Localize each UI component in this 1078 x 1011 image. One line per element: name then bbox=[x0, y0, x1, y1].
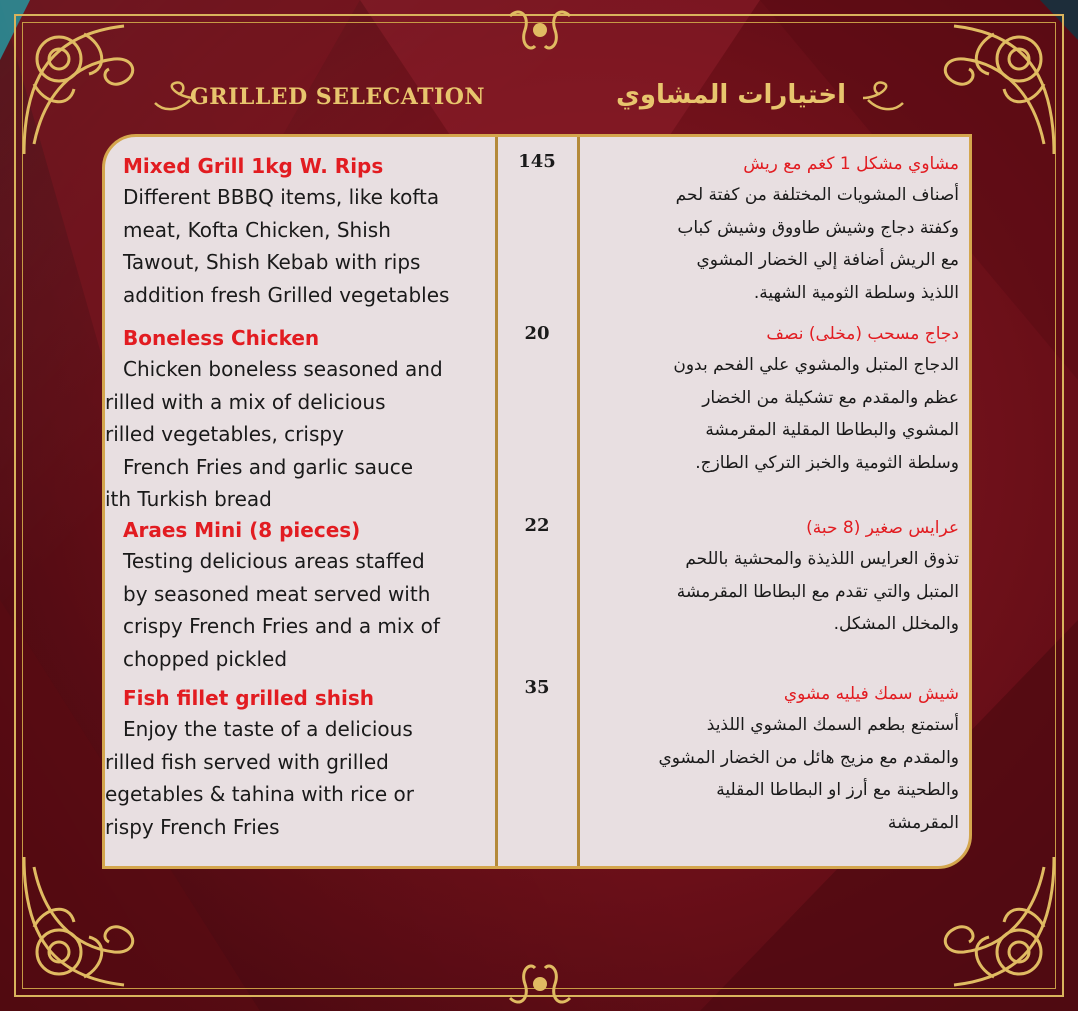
item-desc-en-line: addition fresh Grilled vegetables bbox=[123, 282, 450, 307]
item-desc-en-line: rilled vegetables, crispy bbox=[105, 422, 344, 446]
menu-panel bbox=[102, 134, 972, 869]
item-desc-en-line: Testing delicious areas staffed bbox=[123, 549, 425, 573]
item-price: 35 bbox=[524, 677, 550, 698]
item-desc-ar-line: وسلطة الثومية والخبز التركي الطازج. bbox=[695, 452, 959, 473]
item-desc-en-line: Different BBBQ items, like kofta bbox=[123, 185, 440, 209]
item-name-en: Boneless Chicken bbox=[123, 326, 320, 350]
item-desc-ar-line: مع الريش أضافة إلي الخضار المشوي bbox=[696, 250, 959, 270]
item-name-ar: عرايس صغير (8 حبة) bbox=[806, 518, 959, 538]
item-desc-ar-line: والمقدم مع مزيج هائل من الخضار المشوي bbox=[658, 747, 959, 768]
item-desc-en-line: Enjoy the taste of a delicious bbox=[123, 717, 413, 741]
item-desc-en-line: ith Turkish bread bbox=[105, 487, 272, 511]
item-name-ar: مشاوي مشكل 1 كغم مع ريش bbox=[743, 154, 959, 174]
menu-item-ar bbox=[589, 319, 959, 479]
item-name-en: Mixed Grill 1kg W. Rips bbox=[123, 154, 384, 178]
menu-item-ar bbox=[589, 679, 959, 839]
item-desc-en-line: egetables & tahina with rice or bbox=[105, 782, 414, 806]
item-desc-ar-line: أستمتع بطعم السمك المشوي اللذيذ bbox=[706, 715, 959, 735]
item-desc-ar-line: أصناف المشويات المختلفة من كفتة لحم bbox=[675, 185, 959, 205]
item-desc-en-line: chopped pickled bbox=[123, 646, 288, 671]
item-name-ar: دجاج مسحب (مخلى) نصف bbox=[766, 324, 959, 344]
arabic-column bbox=[580, 137, 969, 866]
item-desc-ar-line: المشوي والبطاطا المقلية المقرمشة bbox=[705, 420, 959, 440]
center-scroll-ornament-bottom bbox=[505, 960, 575, 1008]
item-name-ar: شيش سمك فيليه مشوي bbox=[783, 684, 959, 704]
item-desc-ar-line: والطحينة مع أرز او البطاطا المقلية bbox=[716, 780, 959, 800]
item-desc-ar-line: المقرمشة bbox=[887, 812, 959, 833]
item-desc-en-line: rilled fish served with grilled bbox=[105, 749, 389, 774]
item-desc-en-line: crispy French Fries and a mix of bbox=[123, 614, 440, 638]
menu-item-en bbox=[113, 515, 493, 675]
item-name-en: Araes Mini (8 pieces) bbox=[123, 518, 361, 542]
menu-item-en bbox=[105, 323, 493, 516]
item-desc-ar-line: الدجاج المتبل والمشوي علي الفحم بدون bbox=[673, 355, 959, 375]
item-desc-en-line: Tawout, Shish Kebab with rips bbox=[123, 250, 421, 274]
corner-scroll-ornament-bottom-right bbox=[914, 847, 1064, 997]
item-desc-en-line: meat, Kofta Chicken, Shish bbox=[123, 217, 391, 242]
corner-scroll-ornament-bottom-left bbox=[14, 847, 164, 997]
menu-item-en bbox=[105, 683, 493, 843]
item-price: 22 bbox=[524, 515, 550, 536]
price-column bbox=[497, 137, 577, 866]
section-title-arabic: اختيارات المشاوي bbox=[615, 80, 846, 110]
item-name-en: Fish fillet grilled shish bbox=[123, 686, 374, 710]
menu-item-en bbox=[113, 151, 493, 311]
item-desc-ar-line: وكفتة دجاج وشيش طاووق وشيش كباب bbox=[677, 217, 959, 238]
menu-item-ar bbox=[589, 149, 959, 309]
center-scroll-ornament-top bbox=[505, 6, 575, 54]
item-desc-en-line: French Fries and garlic sauce bbox=[123, 454, 414, 479]
item-desc-ar-line: تذوق العرايس اللذيذة والمحشية باللحم bbox=[685, 549, 959, 569]
item-desc-ar-line: اللذيذ وسلطة الثومية الشهية. bbox=[753, 282, 959, 303]
title-swirl-ornament-right bbox=[858, 78, 908, 118]
section-title-english: GRILLED SELECATION bbox=[190, 84, 486, 110]
item-desc-en-line: rispy French Fries bbox=[105, 814, 280, 839]
item-price: 20 bbox=[524, 323, 550, 344]
item-desc-ar-line: والمخلل المشكل. bbox=[833, 614, 959, 634]
item-desc-en-line: by seasoned meat served with bbox=[123, 581, 431, 606]
english-column bbox=[105, 137, 497, 866]
item-price: 145 bbox=[518, 151, 556, 172]
item-desc-ar-line: عظم والمقدم مع تشكيلة من الخضار bbox=[702, 387, 959, 408]
item-desc-ar-line: المتبل والتي تقدم مع البطاطا المقرمشة bbox=[676, 581, 959, 602]
item-desc-en-line: Chicken boneless seasoned and bbox=[123, 357, 443, 381]
menu-item-ar bbox=[589, 513, 959, 641]
item-desc-en-line: rilled with a mix of delicious bbox=[105, 389, 386, 414]
